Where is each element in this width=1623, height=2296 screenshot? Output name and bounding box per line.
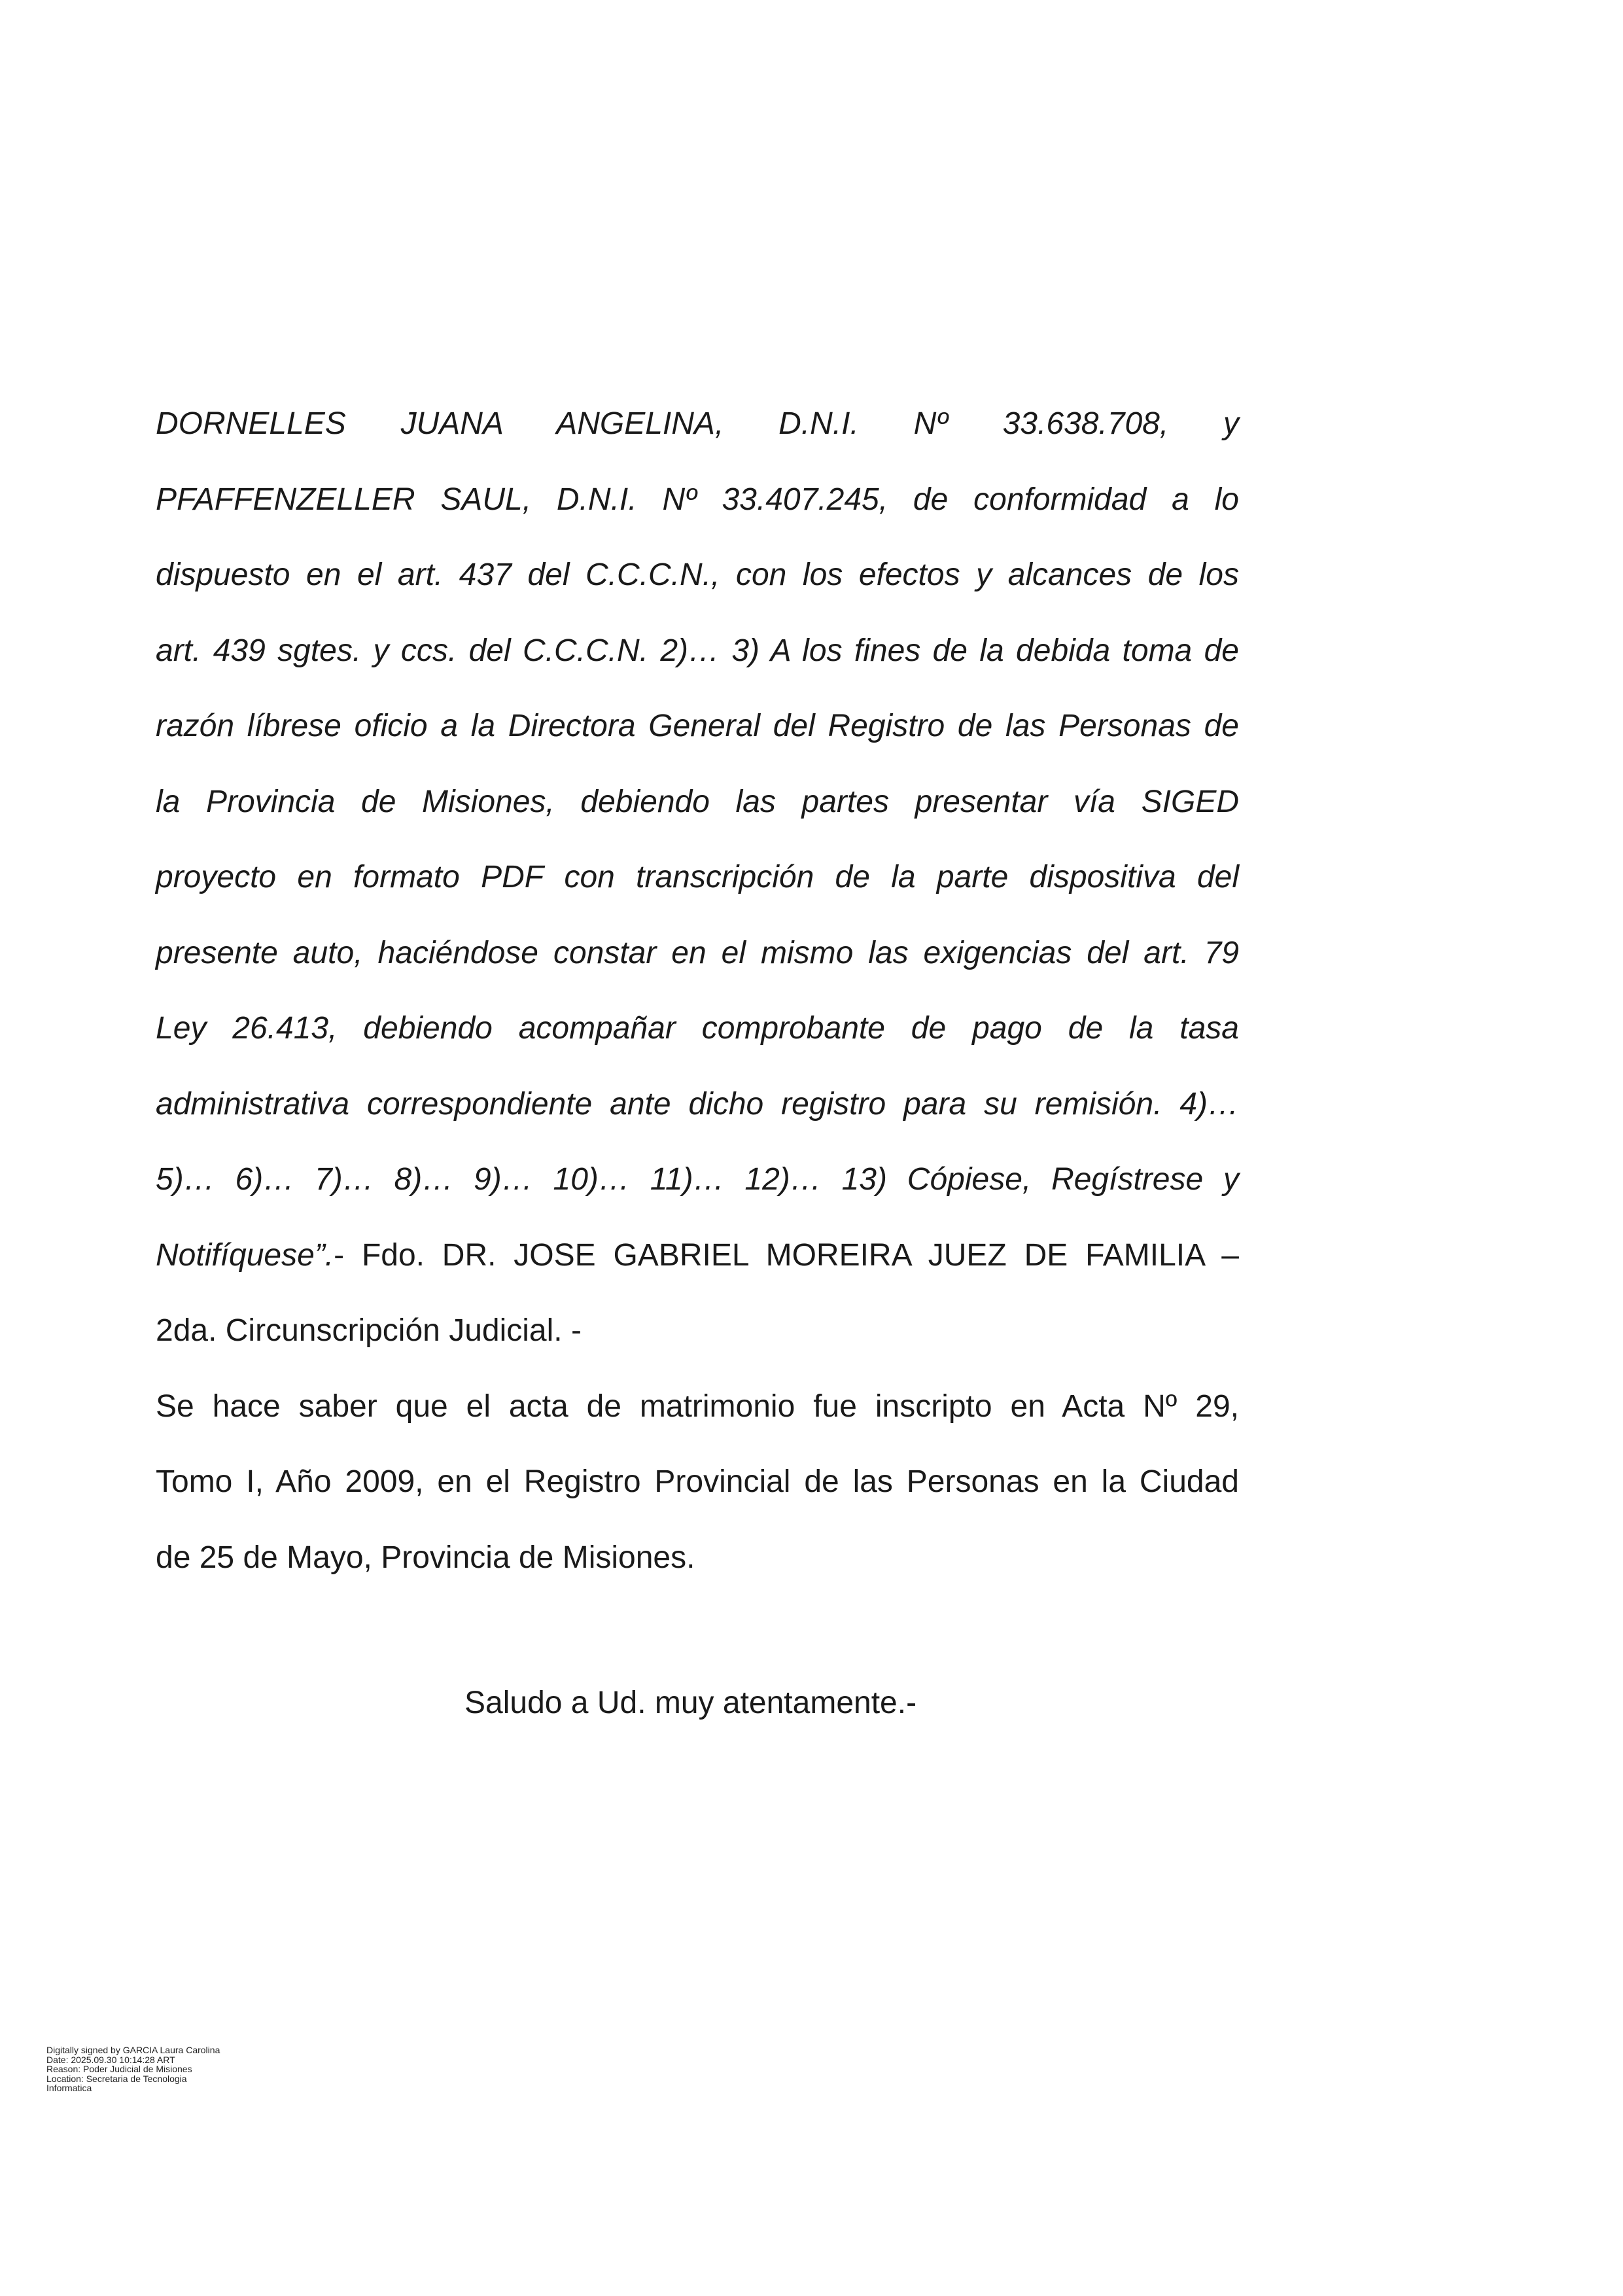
signature-signed-by: Digitally signed by GARCIA Laura Carolina [46,2045,220,2055]
body-line-10: administrativa correspondiente ante dicho registro para su remisión. 4)… [156,1086,1239,1122]
body-line-13: 2da. Circunscripción Judicial. - [156,1313,582,1348]
body-line-3: dispuesto en el art. 437 del C.C.C.N., con los efectos y alcances de los [156,557,1239,592]
resolution-body [156,386,1239,1595]
body-line-6: la Provincia de Misiones, debiendo las partes presentar vía SIGED [156,784,1239,819]
body-line-2: PFAFFENZELLER SAUL, D.N.I. Nº 33.407.245, de conformidad a lo [156,482,1239,517]
signature-date: Date: 2025.09.30 10:14:28 ART [46,2054,175,2065]
signatory-text: - Fdo. DR. JOSE GABRIEL MOREIRA JUEZ DE FAMILIA – [334,1237,1239,1273]
body-line-8: presente auto, haciéndose constar en el mismo las exigencias del art. 79 [156,935,1239,970]
signature-location-cont: Informatica [46,2083,92,2093]
digital-signature-block [46,2045,220,2093]
body-line-12 [156,1218,1239,1294]
body-line-14: Se hace saber que el acta de matrimonio fue inscripto en Acta Nº 29, [156,1388,1239,1424]
body-line-1: DORNELLES JUANA ANGELINA, D.N.I. Nº 33.638.708, y [156,406,1239,441]
body-line-11: 5)… 6)… 7)… 8)… 9)… 10)… 11)… 12)… 13) Cópiese, Regístrese y [156,1162,1239,1197]
body-line-15: Tomo I, Año 2009, en el Registro Provincial de las Personas en la Ciudad [156,1464,1239,1499]
body-line-5: razón líbrese oficio a la Directora General del Registro de las Personas de [156,709,1239,743]
body-line-9: Ley 26.413, debiendo acompañar comprobante de pago de la tasa [156,1011,1239,1046]
body-line-16: de 25 de Mayo, Provincia de Misiones. [156,1540,695,1575]
notifiquese-text: Notifíquese”. [156,1237,334,1273]
body-line-4: art. 439 sgtes. y ccs. del C.C.C.N. 2)… 3) A los fines de la debida toma de [156,633,1239,668]
closing-salutation: Saludo a Ud. muy atentamente.- [464,1686,917,1720]
signature-reason: Reason: Poder Judicial de Misiones [46,2064,192,2074]
body-line-7: proyecto en formato PDF con transcripción de la parte dispositiva del [156,860,1239,894]
signature-location: Location: Secretaria de Tecnologia [46,2073,187,2084]
